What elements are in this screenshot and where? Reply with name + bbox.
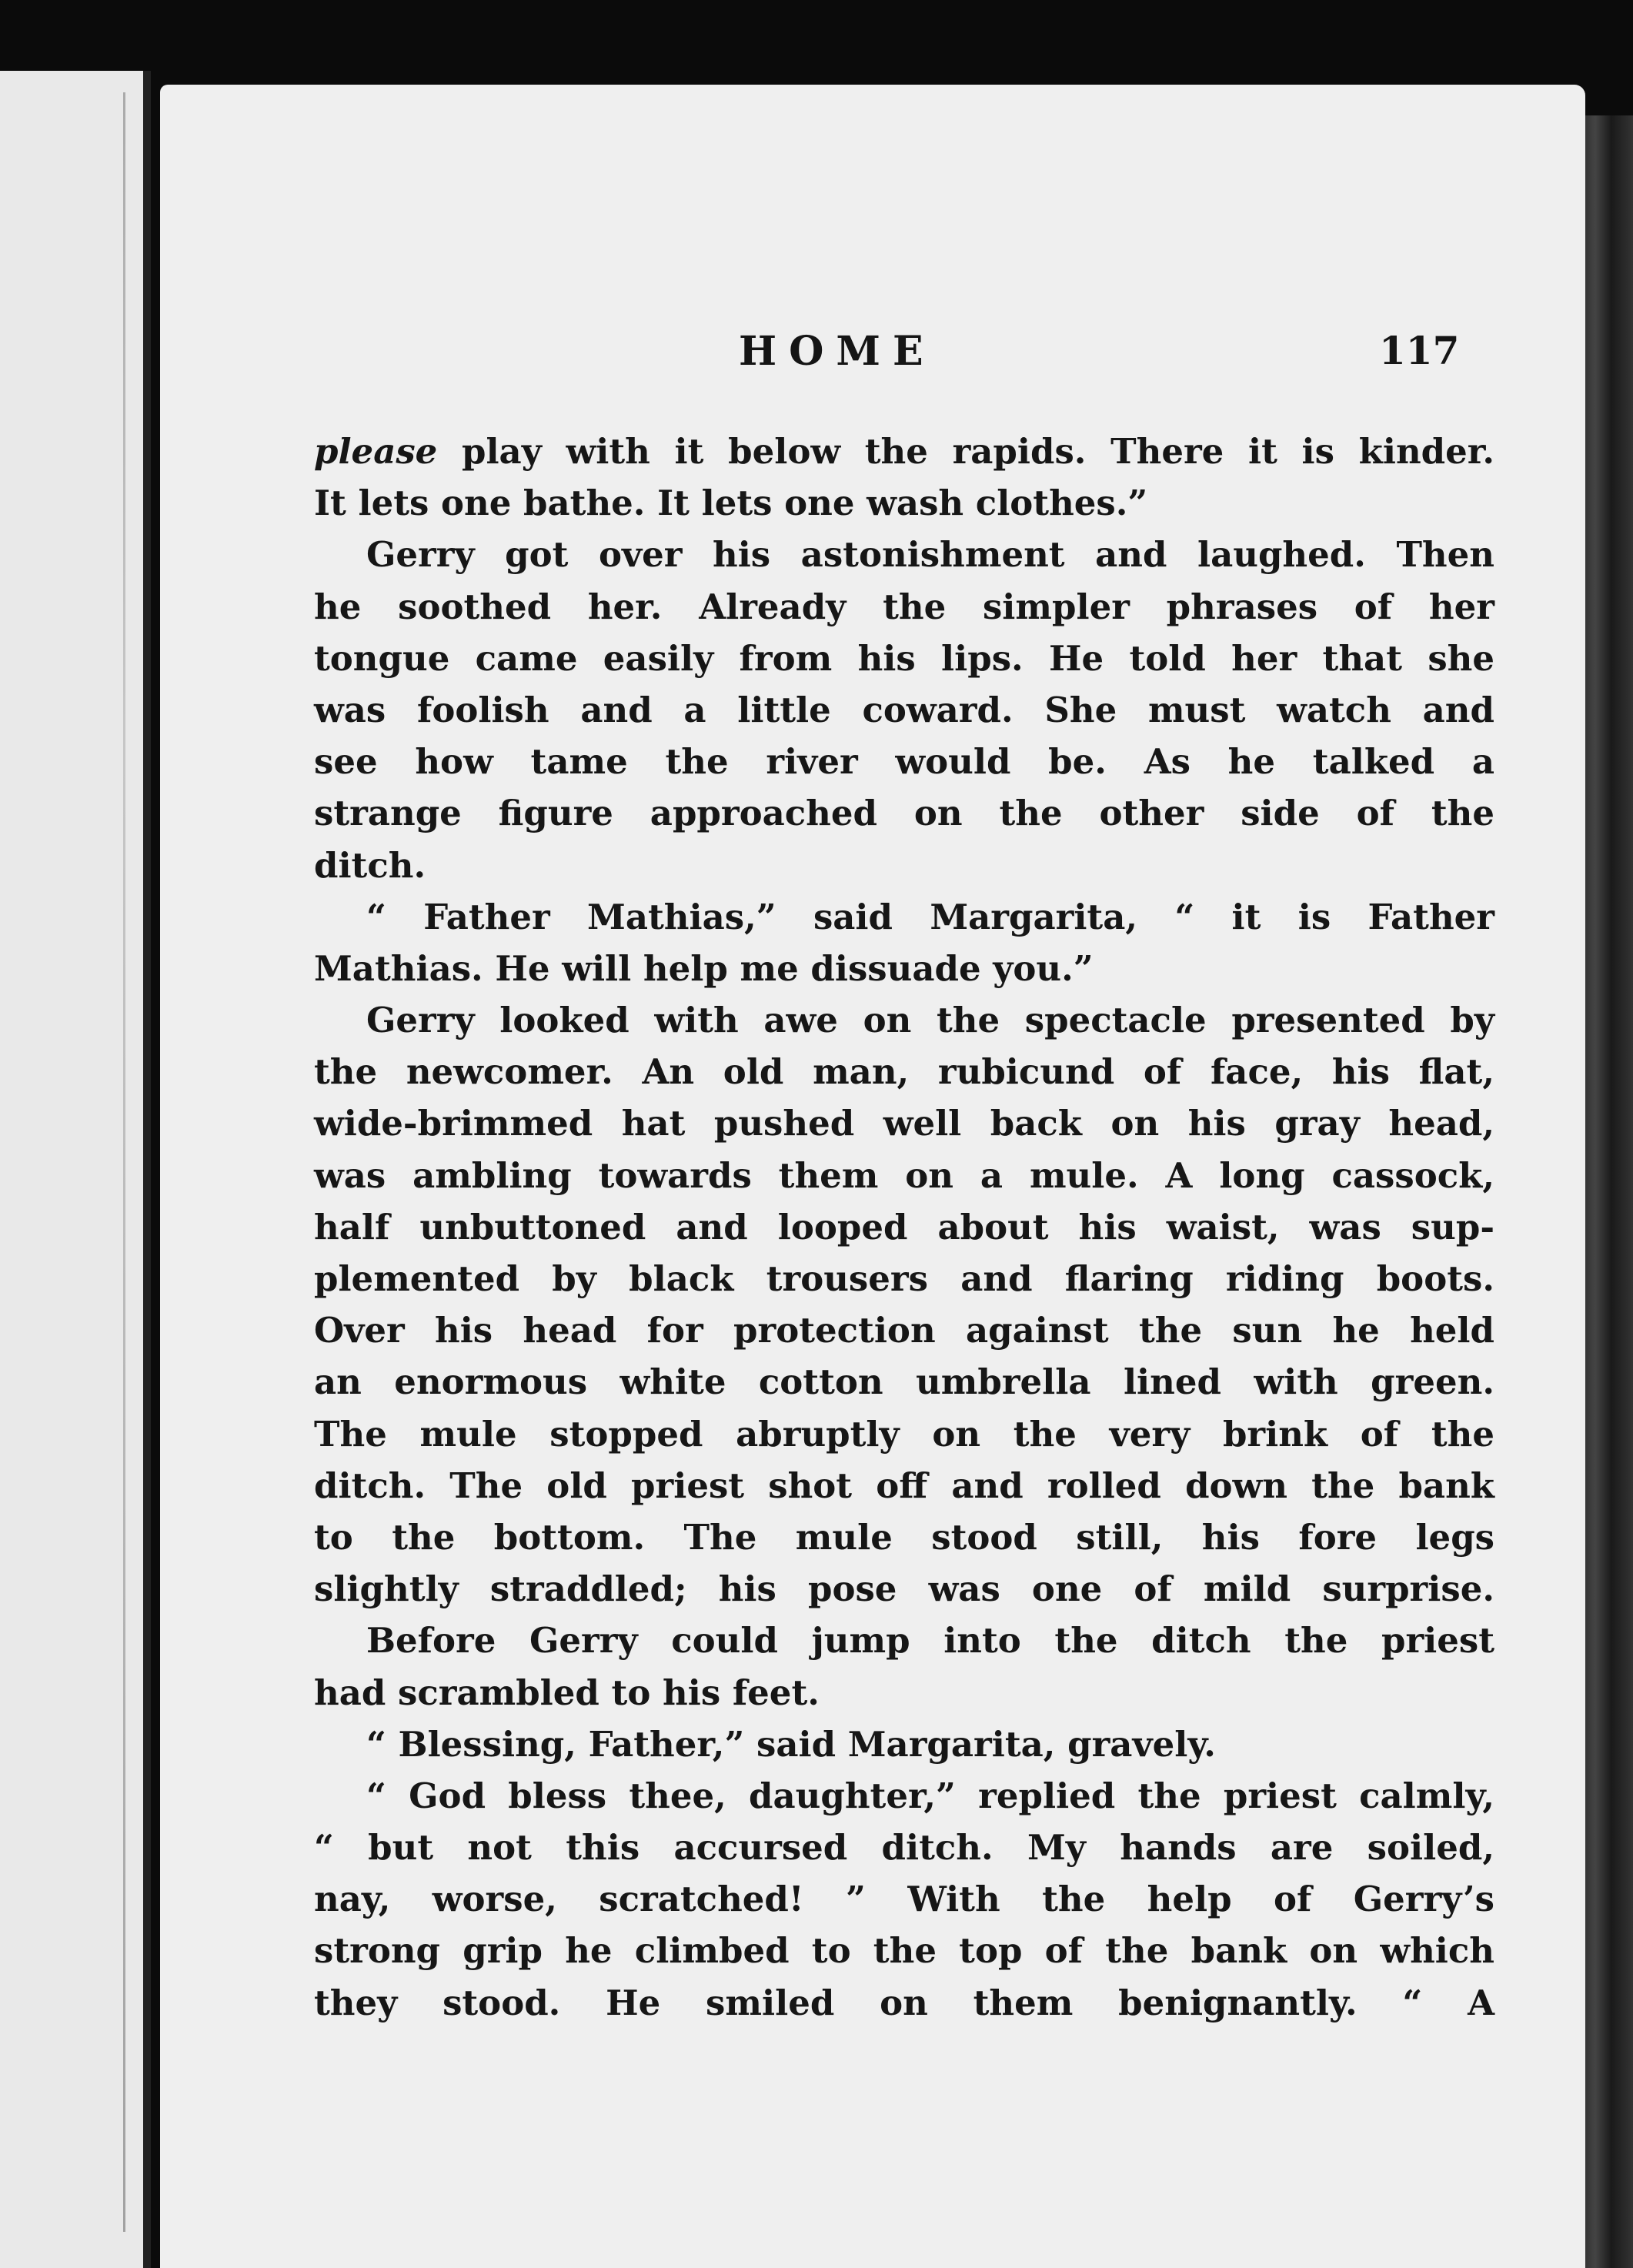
text-line — [314, 840, 1494, 891]
text-line — [314, 581, 1494, 633]
facing-page-edge — [0, 71, 151, 2268]
line-text: Mathias. He will help me dissuade you.” — [314, 947, 1094, 989]
text-line — [314, 1201, 1494, 1253]
text-line — [314, 787, 1494, 839]
text-line — [314, 1408, 1494, 1460]
line-text: “ but not this accursed ditch. My hands are soiled, — [314, 1827, 1494, 1869]
line-text: the newcomer. An old man, rubicund of face, his flat, — [314, 1051, 1494, 1093]
line-text: they stood. He smiled on them benignantly. “ A — [314, 1982, 1494, 2023]
text-line — [314, 1150, 1494, 1201]
line-text: play with it below the rapids. There it is kinder. — [437, 431, 1494, 472]
line-text: ditch. — [314, 844, 426, 886]
line-text: plemented by black trousers and flaring riding boots. — [314, 1258, 1494, 1299]
line-text: was ambling towards them on a mule. A long cassock, — [314, 1154, 1494, 1196]
body-text — [314, 426, 1494, 2029]
text-line — [314, 1667, 1494, 1719]
running-head — [160, 328, 1585, 389]
text-line — [314, 1615, 1494, 1666]
line-text: an enormous white cotton umbrella lined with green. — [314, 1361, 1494, 1403]
line-text: was foolish and a little coward. She must watch and — [314, 689, 1494, 730]
text-line — [314, 1873, 1494, 1925]
line-text: he soothed her. Already the simpler phrases of her — [314, 586, 1494, 627]
line-text: to the bottom. The mule stood still, his fore legs — [314, 1516, 1494, 1558]
text-line — [314, 1097, 1494, 1149]
text-line — [314, 1253, 1494, 1304]
line-text: “ God bless thee, daughter,” replied the priest calmly, — [366, 1775, 1494, 1816]
line-text: see how tame the river would be. As he talked a — [314, 741, 1494, 783]
page-number: 117 — [1379, 328, 1460, 373]
text-line — [314, 1046, 1494, 1097]
text-line — [314, 1356, 1494, 1408]
line-text: half unbuttoned and looped about his waist, was sup- — [314, 1206, 1494, 1248]
italic-word: please — [314, 431, 438, 472]
line-text: strange figure approached on the other side of the — [314, 793, 1494, 834]
line-text: had scrambled to his feet. — [314, 1672, 820, 1713]
line-text: Before Gerry could jump into the ditch the priest — [366, 1620, 1494, 1662]
text-line — [314, 994, 1494, 1046]
line-text: Gerry looked with awe on the spectacle presented by — [366, 1000, 1494, 1041]
text-line — [314, 1822, 1494, 1873]
text-line — [314, 943, 1494, 994]
text-line — [314, 1460, 1494, 1511]
line-text: tongue came easily from his lips. He told her that she — [314, 637, 1494, 679]
book-page — [160, 85, 1585, 2268]
text-line — [314, 684, 1494, 736]
text-line — [314, 1304, 1494, 1356]
text-line — [314, 529, 1494, 580]
line-text: The mule stopped abruptly on the very brink of the — [314, 1413, 1494, 1455]
line-text: strong grip he climbed to the top of the bank on which — [314, 1930, 1494, 1972]
binding-gutter — [123, 92, 125, 2232]
text-line — [314, 1563, 1494, 1615]
line-text: “ Blessing, Father,” said Margarita, gravely. — [366, 1723, 1216, 1765]
line-text: ditch. The old priest shot off and rolled down the bank — [314, 1465, 1494, 1506]
text-line — [314, 477, 1494, 529]
line-text: Gerry got over his astonishment and laughed. Then — [366, 534, 1494, 576]
text-line — [314, 891, 1494, 943]
line-text: “ Father Mathias,” said Margarita, “ it is Father — [366, 896, 1494, 937]
text-line — [314, 1719, 1494, 1770]
line-text: It lets one bathe. It lets one wash clothes.” — [314, 483, 1148, 524]
text-line — [314, 1925, 1494, 1976]
line-text: Over his head for protection against the sun he held — [314, 1310, 1494, 1351]
text-line — [314, 736, 1494, 787]
text-line — [314, 1511, 1494, 1563]
text-line — [314, 1770, 1494, 1822]
text-line — [314, 1977, 1494, 2029]
running-head-title: HOME — [739, 328, 936, 375]
text-line — [314, 633, 1494, 684]
book-cover-edge — [1579, 115, 1633, 2268]
text-line — [314, 426, 1494, 477]
line-text: nay, worse, scratched! ” With the help of Gerry’s — [314, 1879, 1494, 1920]
line-text: wide-brimmed hat pushed well back on his gray head, — [314, 1103, 1494, 1144]
line-text: slightly straddled; his pose was one of mild surprise. — [314, 1568, 1494, 1610]
